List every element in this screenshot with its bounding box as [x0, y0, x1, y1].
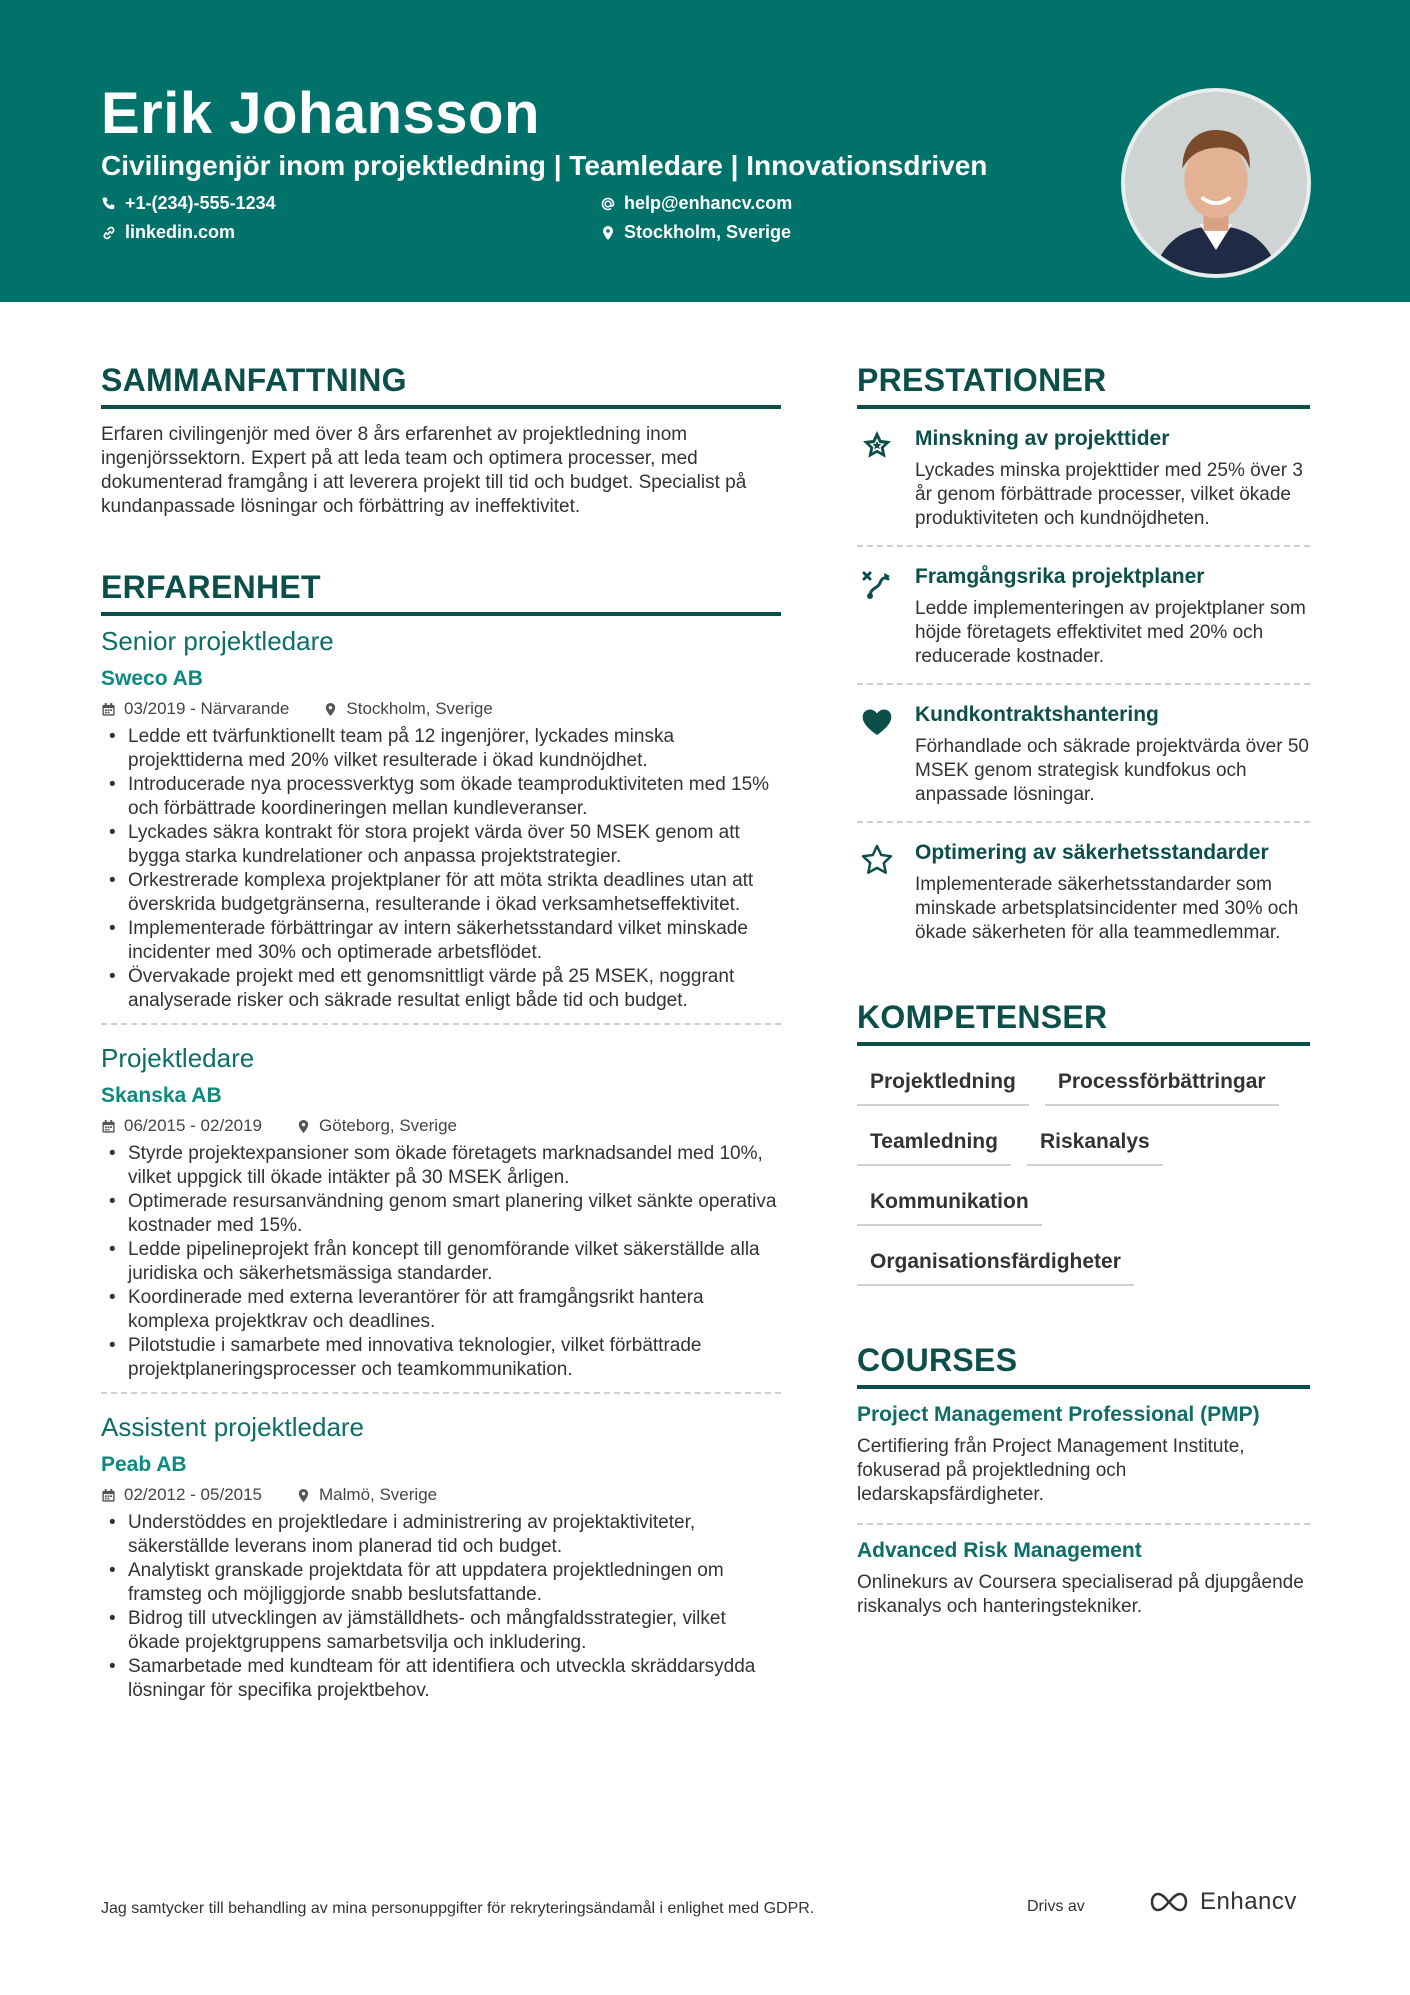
calendar-icon — [101, 702, 116, 717]
achievement-desc: Implementerade säkerhetsstandarder som minskade arbetsplatsincidenter med 30% och ökade säkerheten för alla teammedlemmar. — [915, 874, 1299, 943]
job-meta — [101, 1485, 781, 1505]
job-bullets — [101, 725, 781, 1013]
achievement-desc: Förhandlade och säkrade projektvärda över 50 MSEK genom strategisk kundfokus och anpassade lösningar. — [915, 736, 1309, 805]
achievement-item — [857, 821, 1310, 959]
job-bullet: • Analytiskt granskade projektdata för att uppdatera projektledningen om framsteg och möjliggjorde snabb beslutsfattande. — [101, 1559, 781, 1607]
at-sign-icon — [600, 196, 616, 212]
job-meta — [101, 1116, 781, 1136]
job-bullet: • Understöddes en projektledare i administrering av projektaktiviteter, säkerställde leverans inom planerad tid och budget. — [101, 1511, 781, 1559]
skill-tag: Teamledning — [857, 1120, 1011, 1166]
achievement-icon-wrap — [857, 565, 897, 669]
job-role: Projektledare — [101, 1043, 255, 1073]
job-location-text: Stockholm, Sverige — [346, 699, 493, 718]
candidate-name: Erik Johansson — [101, 81, 540, 146]
job-location — [296, 1116, 457, 1136]
job-bullet: • Samarbetade med kundteam för att identifiera och utveckla skräddarsydda lösningar för specifika projektbehov. — [101, 1655, 781, 1703]
summary-heading: SAMMANFATTNING — [101, 362, 781, 409]
job-location — [323, 699, 492, 719]
job-company: Skanska AB — [101, 1084, 222, 1107]
job-company: Sweco AB — [101, 667, 203, 690]
course-title: Project Management Professional (PMP) — [857, 1403, 1260, 1426]
link-icon — [101, 225, 117, 241]
summary-text: Erfaren civilingenjör med över 8 års erfarenhet av projektledning inom ingenjörssektorn. Expert på att leda team och optimera processer, med dokumenterad framgång i att leverera projekt till tid och budget. Specialist på kundanpassade lösningar och förbättring av ineffektivitet. — [101, 424, 747, 517]
calendar-icon — [101, 1119, 116, 1134]
course-item — [857, 1523, 1310, 1629]
job-dates-text: 06/2015 - 02/2019 — [124, 1116, 263, 1135]
achievement-item — [857, 683, 1310, 821]
contact-phone — [101, 193, 276, 214]
heart-icon — [860, 705, 894, 739]
achievement-desc: Ledde implementeringen av projektplaner som höjde företagets effektivitet med 20% och reducerade kostnader. — [915, 598, 1306, 667]
job-bullet: • Styrde projektexpansioner som ökade företagets marknadsandel med 10%, vilket uppgick till ökade intäkter på 30 MSEK årligen. — [101, 1142, 781, 1190]
contact-linkedin[interactable] — [101, 222, 235, 243]
job-bullet: • Lyckades säkra kontrakt för stora projekt värda över 50 MSEK genom att bygga starka kundrelationer och anpassa projektstrategier. — [101, 821, 781, 869]
achievement-title: Minskning av projekttider — [915, 427, 1170, 450]
location-pin-icon — [323, 702, 338, 717]
job-location-text: Malmö, Sverige — [319, 1485, 438, 1504]
skills-section — [857, 999, 1310, 1300]
experience-section — [101, 569, 781, 1703]
achievement-icon-wrap — [857, 841, 897, 945]
phone-text: +1-(234)-555-1234 — [125, 193, 276, 213]
job-bullet: • Ledde ett tvärfunktionellt team på 12 ingenjörer, lyckades minska projekttiderna med 20% vilket resulterade i ökad kundnöjdhet. — [101, 725, 781, 773]
skills-list — [857, 1060, 1310, 1300]
job-role: Senior projektledare — [101, 626, 334, 656]
powered-by-label: Drivs av — [1027, 1898, 1085, 1915]
achievement-title: Optimering av säkerhetsstandarder — [915, 841, 1269, 864]
right-column — [857, 362, 1310, 1629]
location-pin-icon — [296, 1488, 311, 1503]
achievement-desc: Lyckades minska projekttider med 25% över 3 år genom förbättrade processer, vilket ökade produktiviteten och kundnöjdheten. — [915, 460, 1303, 529]
achievement-icon-wrap — [857, 427, 897, 531]
job-location-text: Göteborg, Sverige — [319, 1116, 457, 1135]
job-entry — [101, 1023, 781, 1382]
job-dates-text: 03/2019 - Närvarande — [124, 699, 290, 718]
route-icon — [860, 567, 894, 601]
job-bullets — [101, 1511, 781, 1703]
job-bullet: • Övervakade projekt med ett genomsnittligt värde på 25 MSEK, noggrant analyserade risker och säkrade resultat enligt både tid och budget. — [101, 965, 781, 1013]
achievement-item — [857, 409, 1310, 545]
left-column — [101, 362, 781, 1703]
job-location — [296, 1485, 437, 1505]
course-item — [857, 1389, 1310, 1517]
infinity-logo-icon — [1146, 1889, 1192, 1915]
email-text: help@enhancv.com — [624, 193, 793, 213]
achievements-section — [857, 362, 1310, 959]
star-badge-icon — [860, 429, 894, 463]
job-meta — [101, 699, 781, 719]
job-bullet: • Bidrog till utvecklingen av jämställdhets- och mångfaldsstrategier, vilket ökade projektgruppens samarbetsvilja och inkludering. — [101, 1607, 781, 1655]
skill-tag: Processförbättringar — [1045, 1060, 1279, 1106]
job-entry — [101, 1392, 781, 1703]
phone-icon — [101, 196, 117, 212]
skills-heading: KOMPETENSER — [857, 999, 1310, 1046]
gdpr-consent: Jag samtycker till behandling av mina personuppgifter för rekryteringsändamål i enlighet med GDPR. — [101, 1900, 815, 1917]
courses-section — [857, 1342, 1310, 1629]
location-pin-icon — [296, 1119, 311, 1134]
job-bullets — [101, 1142, 781, 1382]
linkedin-text: linkedin.com — [125, 222, 236, 242]
location-pin-icon — [600, 225, 616, 241]
candidate-title: Civilingenjör inom projektledning | Teamledare | Innovationsdriven — [101, 150, 988, 181]
job-bullet: • Koordinerade med externa leverantörer för att framgångsrikt hantera komplexa projektkrav och deadlines. — [101, 1286, 781, 1334]
brand-name: Enhancv — [1200, 1888, 1297, 1915]
achievements-heading: PRESTATIONER — [857, 362, 1310, 409]
contact-email[interactable] — [600, 193, 792, 214]
achievement-item — [857, 545, 1310, 683]
skill-tag: Riskanalys — [1027, 1120, 1163, 1166]
profile-photo — [1121, 88, 1311, 278]
course-desc: Onlinekurs av Coursera specialiserad på djupgående riskanalys och hanteringstekniker. — [857, 1572, 1304, 1617]
achievement-title: Framgångsrika projektplaner — [915, 565, 1205, 588]
summary-section — [101, 362, 781, 519]
achievement-title: Kundkontraktshantering — [915, 703, 1159, 726]
job-role: Assistent projektledare — [101, 1412, 365, 1442]
job-dates — [101, 1116, 262, 1136]
calendar-icon — [101, 1488, 116, 1503]
job-company: Peab AB — [101, 1453, 187, 1476]
location-text: Stockholm, Sverige — [624, 222, 792, 242]
job-entry — [101, 616, 781, 1013]
job-bullet: • Optimerade resursanvändning genom smart planering vilket sänkte operativa kostnader med 15%. — [101, 1190, 781, 1238]
courses-heading: COURSES — [857, 1342, 1310, 1389]
job-dates-text: 02/2012 - 05/2015 — [124, 1485, 263, 1504]
skill-tag: Projektledning — [857, 1060, 1029, 1106]
job-bullet: • Introducerade nya processverktyg som ökade teamproduktiviteten med 15% och förbättrade koordineringen mellan kundleveranser. — [101, 773, 781, 821]
job-dates — [101, 699, 289, 719]
achievement-icon-wrap — [857, 703, 897, 807]
job-bullet: • Ledde pipelineprojekt från koncept till genomförande vilket säkerställde alla juridiska och säkerhetsmässiga standarder. — [101, 1238, 781, 1286]
job-dates — [101, 1485, 262, 1505]
course-title: Advanced Risk Management — [857, 1539, 1142, 1562]
avatar — [1125, 92, 1307, 274]
skill-tag: Kommunikation — [857, 1180, 1042, 1226]
resume-header — [0, 0, 1410, 302]
star-outline-icon — [860, 843, 894, 877]
enhancv-logo[interactable] — [1146, 1888, 1297, 1916]
job-bullet: • Orkestrerade komplexa projektplaner för att möta strikta deadlines utan att överskrida budgetgränserna, resulterande i ökad verksamhetseffektivitet. — [101, 869, 781, 917]
experience-heading: ERFARENHET — [101, 569, 781, 616]
contact-location — [600, 222, 791, 243]
job-bullet: • Implementerade förbättringar av intern säkerhetsstandard vilket minskade incidenter med 30% och optimerade arbetsflödet. — [101, 917, 781, 965]
job-bullet: • Pilotstudie i samarbete med innovativa teknologier, vilket förbättrade projektplaneringsprocesser och teamkommunikation. — [101, 1334, 781, 1382]
skill-tag: Organisationsfärdigheter — [857, 1240, 1134, 1286]
course-desc: Certifiering från Project Management Institute, fokuserad på projektledning och ledarskapsfärdigheter. — [857, 1436, 1245, 1505]
